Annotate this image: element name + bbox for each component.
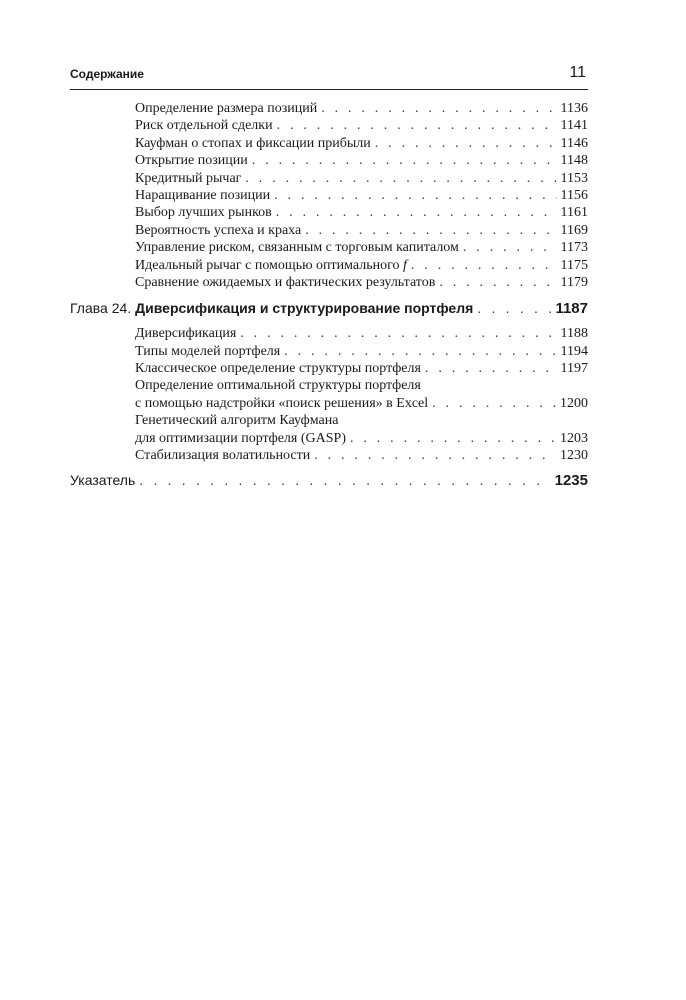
toc-entry[interactable] [135, 100, 588, 117]
toc-entry[interactable] [135, 412, 588, 447]
toc-entry-title-text: Вероятность успеха и краха [135, 222, 302, 238]
toc-entry-title [135, 135, 371, 153]
toc-entry[interactable] [135, 360, 588, 377]
toc-entry-title-text: Кредитный рычаг [135, 170, 242, 186]
dot-leader [321, 100, 556, 118]
toc-entry-title [135, 170, 241, 188]
toc-entry-title [135, 395, 428, 413]
toc-entry-page: 1169 [560, 222, 588, 238]
toc-entry-page: 1146 [560, 135, 588, 151]
toc-entry-title-text: с помощью надстройки «поиск решения» в Excel [135, 395, 429, 411]
toc-entry-title [135, 222, 301, 240]
toc-entry-line [135, 100, 588, 117]
toc-entry-title [135, 152, 248, 170]
toc-entry-page: 1175 [560, 257, 588, 273]
chapter-page: 1187 [555, 300, 588, 318]
toc-entry-page: 1188 [560, 326, 588, 342]
index-page: 1235 [554, 472, 588, 490]
toc-entry-first-line [135, 377, 588, 394]
toc-entry-line [135, 152, 588, 169]
toc-entry-title-text: Диверсификация [135, 326, 237, 342]
dot-leader [139, 472, 550, 488]
toc-entry-title [135, 117, 273, 135]
dot-leader [276, 204, 557, 222]
dot-leader [240, 325, 556, 343]
toc-entry-page: 1156 [560, 187, 588, 203]
toc-entry[interactable] [135, 135, 588, 152]
toc-entry-page: 1203 [560, 430, 588, 446]
header-rule [70, 89, 588, 90]
toc-entry-line [135, 204, 588, 221]
toc-entry-title [135, 187, 270, 205]
toc-entry-title-text: Кауфман о стопах и фиксации прибыли [135, 135, 371, 151]
dot-leader [439, 274, 556, 292]
toc-entry-page: 1200 [560, 395, 588, 411]
toc-entry-page: 1194 [560, 343, 588, 359]
dot-leader [274, 187, 556, 205]
toc-entry-title [135, 204, 272, 222]
toc-entry-page: 1136 [560, 101, 588, 116]
toc-entry[interactable] [135, 187, 588, 204]
toc-entry-title [135, 343, 280, 361]
toc-entry-title-text: Выбор лучших рынков [135, 205, 272, 221]
toc-entry-line [135, 395, 588, 412]
toc-entry-line [135, 222, 588, 239]
toc-entry-page: 1179 [560, 274, 588, 290]
toc-entry[interactable] [135, 222, 588, 239]
toc-entry-line [135, 117, 588, 134]
toc-entry-title-text: для оптимизации портфеля (GASP) [135, 430, 346, 446]
dot-leader [305, 222, 556, 240]
toc-entry-title-text: Риск отдельной сделки [135, 118, 273, 134]
toc-entry-italic-symbol: f [403, 257, 407, 273]
toc-entry[interactable] [135, 377, 588, 412]
chapter-label: Глава 24. [70, 300, 132, 317]
toc-entry-line [135, 257, 588, 274]
page-number: 11 [569, 64, 586, 81]
toc-entry-title-line1: Генетический алгоритм Кауфмана [135, 413, 339, 429]
toc-entry-title [135, 360, 421, 378]
toc-entry-line [135, 135, 588, 152]
dot-leader [375, 135, 557, 153]
toc-entry-page: 1161 [560, 205, 588, 221]
toc-entry[interactable] [135, 257, 588, 274]
toc-entry-title [135, 447, 310, 465]
dot-leader [284, 343, 556, 361]
toc-entry-line [135, 170, 588, 187]
toc-chapter-entry[interactable] [70, 300, 588, 320]
toc-entry-page: 1153 [560, 170, 588, 186]
toc-entry-line [135, 325, 588, 342]
toc-entry-title-text: Идеальный рычаг с помощью оптимального [135, 257, 400, 273]
toc-entry-first-line [135, 412, 588, 429]
toc-entry-title-text: Управление риском, связанным с торговым капиталом [135, 240, 459, 256]
toc-entry-line [135, 360, 588, 377]
toc-entry[interactable] [135, 170, 588, 187]
dot-leader [350, 430, 556, 448]
dot-leader [411, 257, 557, 275]
toc-entry-line [135, 239, 588, 256]
toc-entry-title-text: Классическое определение структуры портфеля [135, 361, 421, 377]
toc-entry-title-text: Сравнение ожидаемых и фактических результатов [135, 274, 436, 290]
dot-leader [432, 395, 556, 413]
toc-entry[interactable] [135, 343, 588, 360]
running-header-title: Содержание [70, 67, 144, 81]
dot-leader [252, 152, 557, 170]
table-of-contents [70, 100, 588, 492]
toc-index-entry[interactable] [70, 472, 588, 492]
toc-entry[interactable] [135, 117, 588, 134]
toc-entry-title [135, 430, 346, 448]
toc-entry[interactable] [135, 152, 588, 169]
toc-entry-title [135, 274, 435, 292]
toc-entry-title-text: Типы моделей портфеля [135, 343, 281, 359]
index-title: Указатель [70, 472, 136, 489]
dot-leader [425, 360, 557, 378]
toc-entry-page: 1230 [560, 448, 588, 464]
running-header [70, 64, 588, 84]
toc-entry-title [135, 257, 407, 275]
toc-entry[interactable] [135, 447, 588, 464]
dot-leader [314, 447, 556, 465]
toc-entry[interactable] [135, 204, 588, 221]
toc-entry[interactable] [135, 239, 588, 256]
chapter-title: Диверсификация и структурирование портфеля [135, 300, 474, 317]
dot-leader [477, 300, 551, 316]
toc-entry-title-text: Открытие позиции [135, 153, 248, 169]
toc-entry-title [135, 325, 236, 343]
toc-entry-page: 1173 [560, 240, 588, 256]
toc-entry-page: 1148 [560, 153, 588, 169]
toc-entry-line [135, 447, 588, 464]
toc-entry-line [135, 343, 588, 360]
toc-chapter-heading [70, 300, 473, 316]
toc-entry-line [135, 430, 588, 447]
toc-entry-line [135, 274, 588, 291]
toc-entry-title-text: Наращивание позиции [135, 187, 271, 203]
toc-entry[interactable] [135, 274, 588, 291]
toc-entry-title-text: Определение размера позиций [135, 101, 318, 116]
toc-entry-page: 1141 [560, 118, 588, 134]
toc-entry-title [135, 239, 459, 257]
toc-entry-title [135, 100, 317, 118]
toc-entry-title-line1: Определение оптимальной структуры портфеля [135, 378, 421, 394]
toc-entry-line [135, 187, 588, 204]
dot-leader [277, 117, 557, 135]
toc-entry-page: 1197 [560, 361, 588, 377]
toc-entry-title-text: Стабилизация волатильности [135, 448, 311, 464]
dot-leader [463, 239, 557, 257]
toc-subsection-list [135, 325, 588, 464]
toc-subsection-list [135, 100, 588, 291]
toc-entry[interactable] [135, 325, 588, 342]
dot-leader [245, 170, 556, 188]
